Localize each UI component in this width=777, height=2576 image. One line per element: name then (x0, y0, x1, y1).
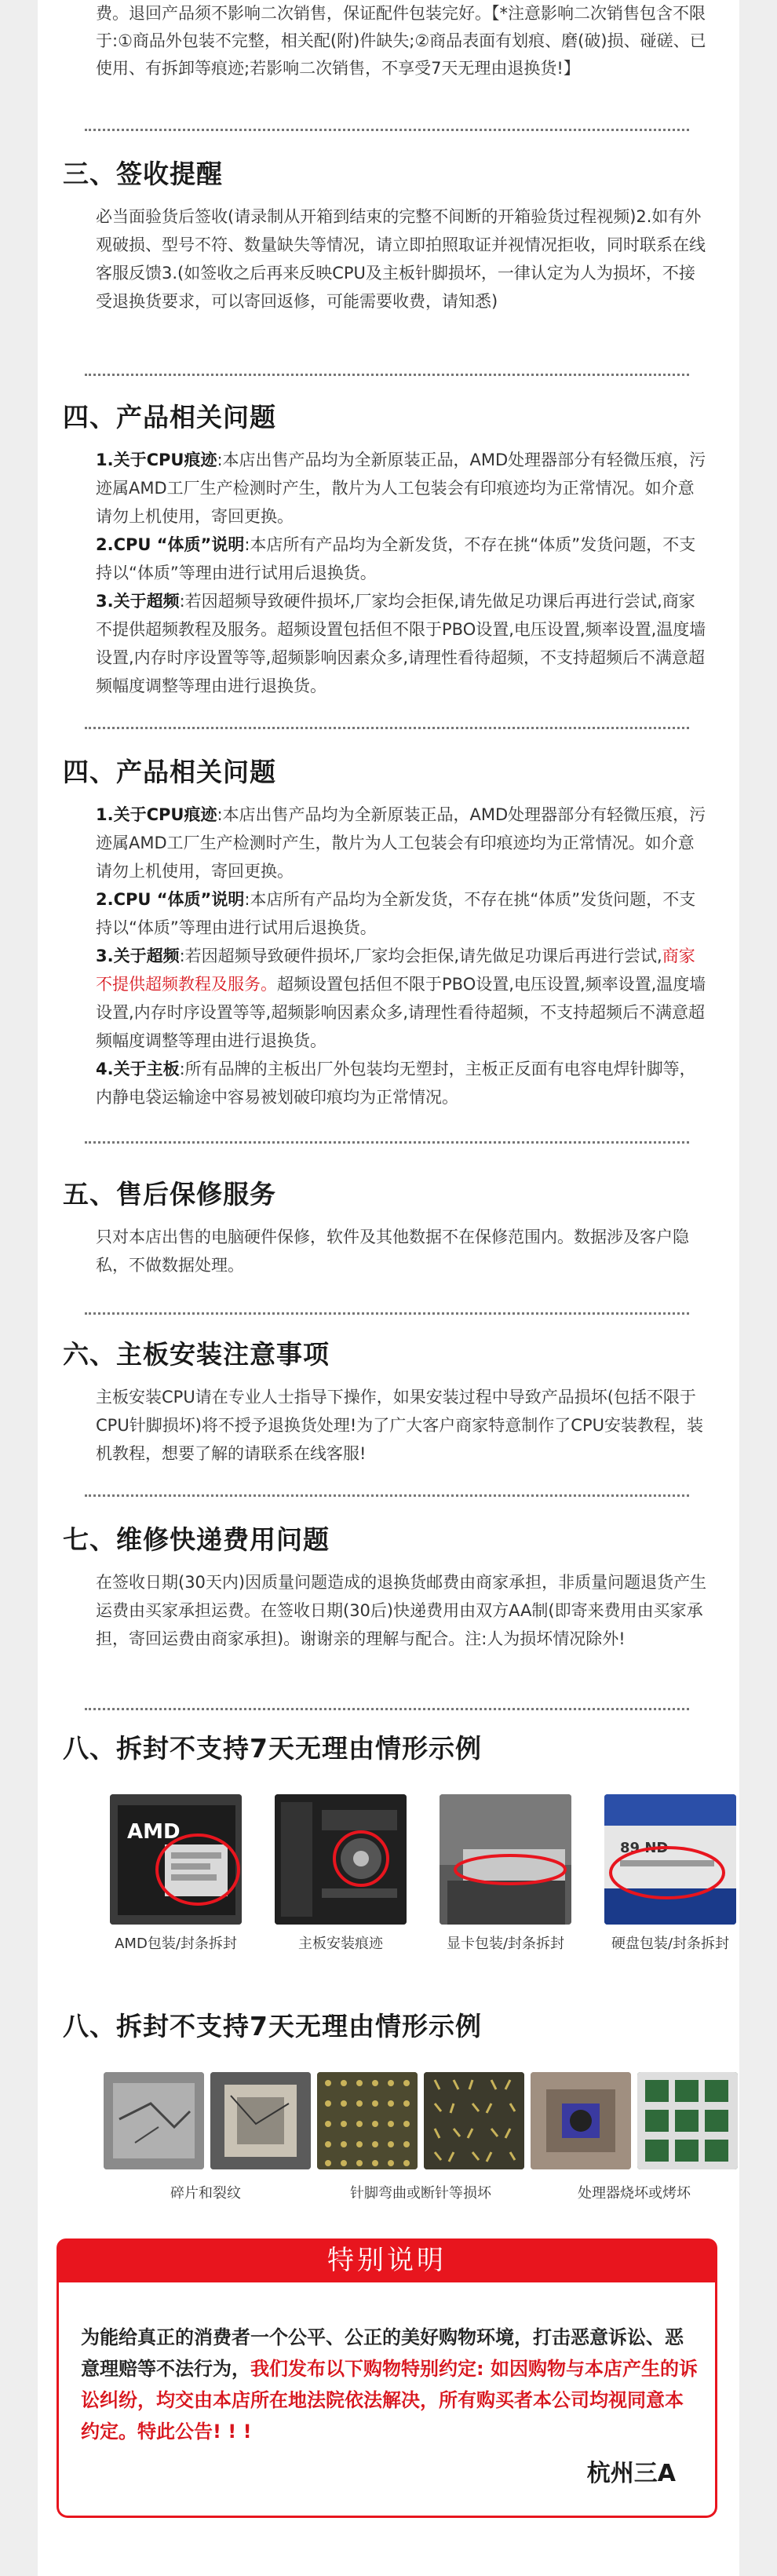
caption: 显卡包装/封条拆封 (446, 1936, 565, 1952)
section-body: 在签收日期(30天内)因质量问题造成的退换货邮费由商家承担，非质量问题退货产生运费由买家承担运费。在签收日期(30后)快递费用由双方AA制(即寄来费用由买家承担，寄回运费由商家承担)。谢谢亲的理解与配合。注:人为损坏情况除外! (96, 1573, 707, 1648)
photo-amd-box (110, 1794, 242, 1925)
section-title: 六、主板安装注意事项 (63, 1339, 330, 1370)
intro-text: 费。退回产品须不影响二次销售，保证配件包装完好。【*注意影响二次销售包含不限于:①商品外包装不完整，相关配(附)件缺失;②商品表面有划痕、磨(破)损、碰磋、已使用、有拆卸等痕迹;若影响二次销售，不享受7天无理由退换货!】 (96, 4, 706, 78)
item-overclock: 3.关于超频:若因超频导致硬件损坏,厂家均会拒保,请先做足功课后再进行尝试,商家不提供超频教程及服务。超频设置包括但不限于PBO设置,电压设置,频率设置,温度墙设置,内存时序设置等等,超频影响因素众多,请理性看待超频，不支持超频后不满意超频幅度调整等理由进行退换货。 (96, 592, 706, 695)
photo-motherboard (275, 1794, 407, 1925)
section-body (96, 801, 708, 1111)
section-body: 必当面验货后签收(请录制从开箱到结束的完整不间断的开箱验货过程视频)2.如有外观破损、型号不符、数量缺失等情况，请立即拍照取证并视情况拒收，同时联系在线客服反馈3.(如签收之后再来反映CPU及主板针脚损坏，一律认定为人为损坏，不接受退换货要求，可以寄回返修，可能需要收费，请知悉) (96, 207, 706, 311)
photo-label: 89 ND (620, 1840, 669, 1856)
cracked-cpu-image-1 (104, 2072, 204, 2169)
intro-section (63, 0, 714, 82)
divider (85, 129, 689, 131)
divider (85, 1312, 689, 1315)
photo-ssd-box (604, 1794, 736, 1925)
section-body: 主板安装CPU请在专业人士指导下操作，如果安装过程中导致产品损坏(包括不限于CPU针脚损坏)将不授予退换货处理!为了广大客户商家特意制作了CPU安装教程，装机教程，想要了解的请联系在线客服! (96, 1388, 704, 1463)
section-title: 八、拆封不支持7天无理由情形示例 (63, 1733, 482, 1764)
section-title: 五、售后保修服务 (63, 1179, 276, 1210)
divider (85, 1708, 689, 1710)
section-product-issues-2 (63, 755, 714, 1111)
motherboard-image (275, 1794, 407, 1925)
bent-pins-image-1 (317, 2072, 418, 2169)
section-after-sales (63, 1177, 714, 1279)
section-title: 八、拆封不支持7天无理由情形示例 (63, 2011, 482, 2041)
special-notice-box (57, 2282, 717, 2518)
item-overclock: 3.关于超频:若因超频导致硬件损坏,厂家均会拒保,请先做足功课后再进行尝试,商家不提供超频教程及服务。超频设置包括但不限于PBO设置,电压设置,频率设置,温度墙设置,内存时序设置等等,超频影响因素众多,请理性看待超频，不支持超频后不满意超频幅度调整等理由进行退换货。 (96, 947, 706, 1050)
section-title: 四、产品相关问题 (63, 402, 276, 432)
photo-burnt-cpu-2 (637, 2072, 738, 2169)
photo-cracked-cpu-1 (104, 2072, 204, 2169)
gpu-box-image (440, 1794, 571, 1925)
photo-bent-pins-2 (424, 2072, 524, 2169)
burnt-cpu-image-1 (531, 2072, 631, 2169)
ssd-box-image (604, 1794, 736, 1925)
caption: 硬盘包装/封条拆封 (611, 1936, 730, 1952)
section-title: 四、产品相关问题 (63, 757, 276, 787)
photo-cracked-cpu-2 (210, 2072, 311, 2169)
item-cpu-marks: 1.关于CPU痕迹:本店出售产品均为全新原装正品，AMD处理器部分有轻微压痕，污迹属AMD工厂生产检测时产生，散片为人工包装会有印痕迹均为正常情况。如介意请勿上机使用，寄回更换。 (96, 451, 706, 526)
caption: 主板安装痕迹 (298, 1936, 383, 1952)
special-notice-text: 为能给真正的消费者一个公平、公正的美好购物环境，打击恶意诉讼、恶意理赔等不法行为，我们发布以下购物特别约定: 如因购物与本店产生的诉讼纠纷，均交由本店所在地法院依法解决，所有购买者本公司均视同意本约定。特此公告! ! ! (81, 2326, 698, 2443)
section-body: 只对本店出售的电脑硬件保修，软件及其他数据不在保修范围内。数据涉及客户隐私，不做数据处理。 (96, 1228, 689, 1275)
photo-label: AMD (127, 1820, 181, 1844)
section-unbox-examples-2 (63, 2009, 714, 2044)
page (38, 0, 739, 2576)
section-sign-reminder (63, 157, 714, 316)
divider (85, 1141, 689, 1144)
burnt-cpu-image-2 (637, 2072, 738, 2169)
photo-row-2 (69, 2072, 720, 2213)
section-unbox-examples-1 (63, 1731, 714, 1766)
item-cpu-quality: 2.CPU “体质”说明:本店所有产品均为全新发货，不存在挑“体质”发货问题，不支持以“体质”等理由进行试用后退换货。 (96, 890, 696, 937)
cracked-cpu-image-2 (210, 2072, 311, 2169)
bent-pins-image-2 (424, 2072, 524, 2169)
item-cpu-quality: 2.CPU “体质”说明:本店所有产品均为全新发货，不存在挑“体质”发货问题，不支持以“体质”等理由进行试用后退换货。 (96, 535, 696, 582)
photo-gpu-box (440, 1794, 571, 1925)
divider (85, 1494, 689, 1497)
photo-burnt-cpu-1 (531, 2072, 631, 2169)
divider (85, 727, 689, 729)
divider (85, 374, 689, 376)
photo-bent-pins-1 (317, 2072, 418, 2169)
signature: 杭州三A (586, 2460, 676, 2487)
section-motherboard-install (63, 1337, 714, 1468)
caption: 碎片和裂纹 (170, 2185, 241, 2202)
amd-box-image (110, 1794, 242, 1925)
item-motherboard: 4.关于主板:所有品牌的主板出厂外包装均无塑封，主板正反面有电容电焊针脚等，内静电袋运输途中容易被划破印痕均为正常情况。 (96, 1060, 696, 1107)
caption: 处理器烧坏或烤坏 (578, 2185, 691, 2202)
section-product-issues-1 (63, 400, 714, 700)
section-title: 三、签收提醒 (63, 159, 223, 189)
caption: 针脚弯曲或断针等损坏 (350, 2185, 491, 2202)
section-body (96, 446, 708, 700)
photo-row-1 (69, 1794, 730, 1952)
special-notice-banner: 特别说明 (57, 2238, 717, 2282)
caption: AMD包装/封条拆封 (115, 1936, 237, 1952)
section-title: 七、维修快递费用问题 (63, 1524, 330, 1555)
item-cpu-marks: 1.关于CPU痕迹:本店出售产品均为全新原装正品，AMD处理器部分有轻微压痕，污迹属AMD工厂生产检测时产生，散片为人工包装会有印痕迹均为正常情况。如介意请勿上机使用，寄回更换。 (96, 805, 706, 881)
section-shipping-fees (63, 1523, 714, 1653)
